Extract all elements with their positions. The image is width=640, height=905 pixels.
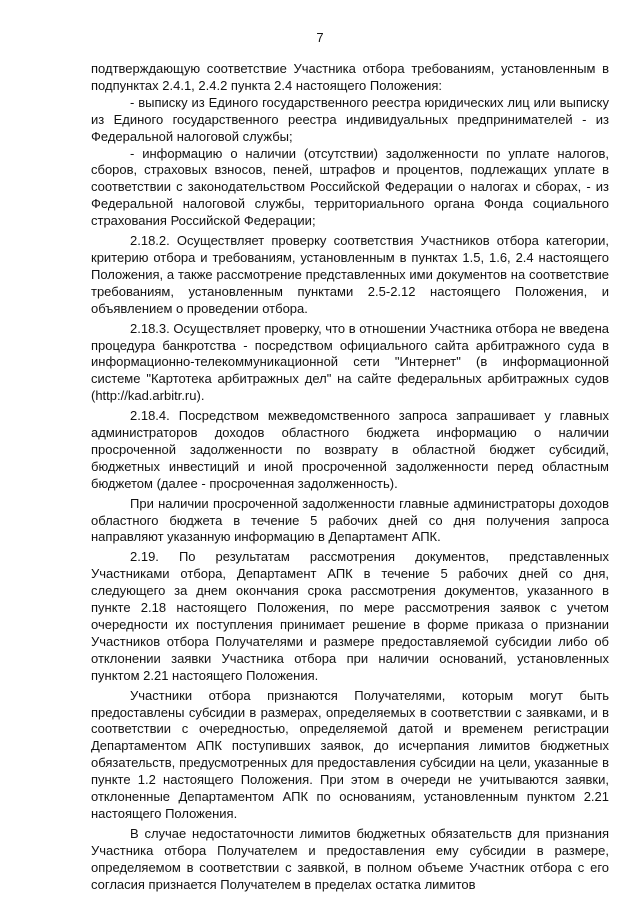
clause-2-18-3: 2.18.3. Осуществляет проверку, что в отношении Участника отбора не введена процедура банкротства - посредством официального сайта арбитражного суда в информационно-телекоммуникационной сети "Интернет" (в информационной системе "Картотека арбитражных дел" на сайте федеральных арбитражных судов (http://kad.arbitr.ru). bbox=[91, 320, 609, 404]
page-number: 7 bbox=[316, 30, 324, 45]
paragraph-recipients: Участники отбора признаются Получателями, которым могут быть предоставлены субсидии в размерах, определяемых в соответствии с заявками, и в соответствии с очередностью, определяемой датой и временем регистрации Департаментом АПК поступивших заявок, до исчерпания лимитов бюджетных обязательств, предусмотренных для предоставления субсидии на цели, указанные в пункте 1.2 настоящего Положения. При этом в очереди не учитываются заявки, отклоненные Департаментом АПК по основаниям, установленным пунктом 2.21 настоящего Положения. bbox=[91, 687, 609, 821]
list-item-egrul-extract: - выписку из Единого государственного реестра юридических лиц или выписку из Единого государственного реестра индивидуальных предпринимателей - из Федеральной налоговой службы; bbox=[91, 94, 609, 144]
list-item-tax-debt-info: - информацию о наличии (отсутствии) задолженности по уплате налогов, сборов, страховых взносов, пеней, штрафов и процентов, подлежащих уплате в соответствии с законодательством Российской Федерации о налогах и сборах, - из Федеральной налоговой службы, территориального органа Фонда социального страхования Российской Федерации; bbox=[91, 145, 609, 229]
paragraph-overdue-debt: При наличии просроченной задолженности главные администраторы доходов областного бюджета в течение 5 рабочих дней со дня получения запроса направляют указанную информацию в Департамент АПК. bbox=[91, 495, 609, 545]
clause-2-18-2: 2.18.2. Осуществляет проверку соответствия Участников отбора категории, критерию отбора и требованиям, установленным в пунктах 1.5, 1.6, 2.4 настоящего Положения, а также рассмотрение представленных ими документов на соответствие требованиям, установленным пунктами 2.5-2.12 настоящего Положения, и объявлением о проведении отбора. bbox=[91, 233, 609, 316]
clause-2-19: 2.19. По результатам рассмотрения документов, представленных Участниками отбора, Департамент АПК в течение 5 рабочих дней со дня, следующего за днем окончания срока рассмотрения документов, указанного в пункте 2.18 настоящего Положения, по мере рассмотрения заявок с учетом очередности их поступления принимает решение в форме приказа о признании Участников отбора Получателями и размере предоставляемой субсидии либо об отклонении заявки Участника отбора при наличии оснований, установленных пунктом 2.21 настоящего Положения. bbox=[91, 549, 609, 683]
clause-2-18-4: 2.18.4. Посредством межведомственного запроса запрашивает у главных администраторов доходов областного бюджета информацию о наличии просроченной задолженности по возврату в областной бюджет субсидий, бюджетных инвестиций и иной просроченной задолженности перед областным бюджетом (далее - просроченная задолженность). bbox=[91, 408, 609, 491]
document-body bbox=[91, 61, 609, 894]
paragraph-insufficient-limits: В случае недостаточности лимитов бюджетных обязательств для признания Участника отбора Получателем и предоставления ему субсидии в размере, определяемом в соответствии с заявкой, в полном объеме Участник отбора с его согласия признается Получателем в пределах остатка лимитов bbox=[91, 825, 609, 892]
paragraph-continuation: подтверждающую соответствие Участника отбора требованиям, установленным в подпунктах 2.4.1, 2.4.2 пункта 2.4 настоящего Положения: bbox=[91, 61, 609, 93]
